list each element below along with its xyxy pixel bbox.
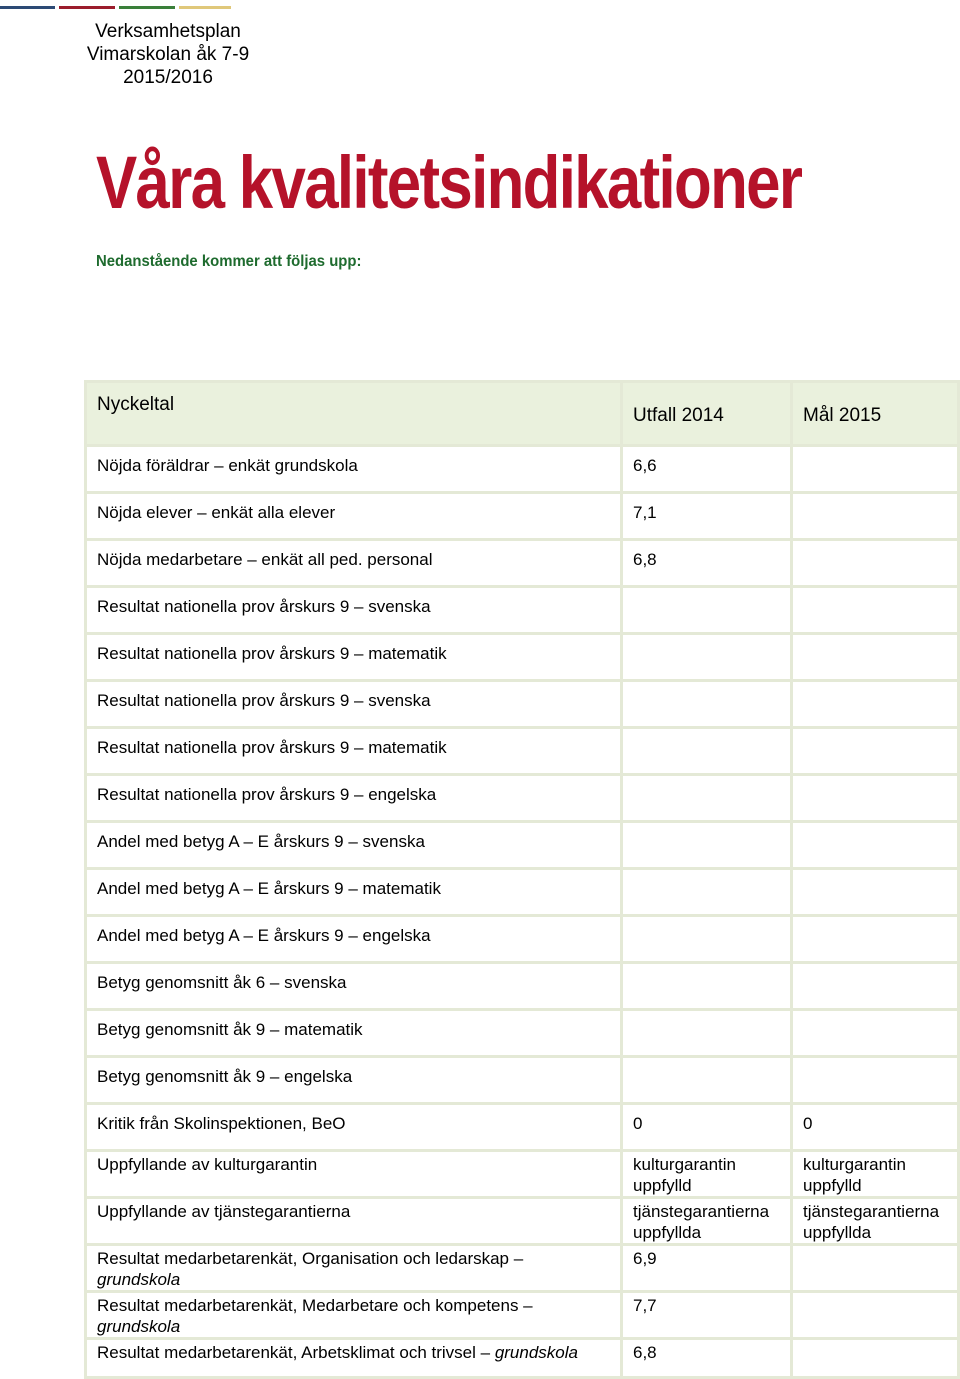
row-utfall: kulturgarantin uppfylld xyxy=(622,1151,792,1198)
row-name-italic: grundskola xyxy=(97,1317,181,1336)
row-name: Betyg genomsnitt åk 9 – engelska xyxy=(86,1057,622,1104)
table-header-row xyxy=(86,382,959,446)
row-mal xyxy=(792,540,959,587)
header-utfall: Utfall 2014 xyxy=(622,382,792,446)
table-row xyxy=(86,775,959,822)
document-header xyxy=(80,20,256,89)
top-line-green xyxy=(119,6,175,9)
row-utfall xyxy=(622,775,792,822)
row-name-italic: grundskola xyxy=(494,1343,578,1362)
row-mal xyxy=(792,446,959,493)
row-name: Nöjda föräldrar – enkät grundskola xyxy=(86,446,622,493)
row-mal xyxy=(792,822,959,869)
row-name: Resultat nationella prov årskurs 9 – engelska xyxy=(86,775,622,822)
row-name xyxy=(86,1339,622,1378)
row-mal xyxy=(792,1339,959,1378)
table-row xyxy=(86,587,959,634)
table-row xyxy=(86,728,959,775)
row-name-italic: grundskola xyxy=(97,1270,181,1289)
header-nyckeltal: Nyckeltal xyxy=(86,382,622,446)
row-name: Nöjda elever – enkät alla elever xyxy=(86,493,622,540)
header-line-3: 2015/2016 xyxy=(123,67,213,88)
row-name: Kritik från Skolinspektionen, BeO xyxy=(86,1104,622,1151)
row-name: Andel med betyg A – E årskurs 9 – svenska xyxy=(86,822,622,869)
table-row xyxy=(86,1245,959,1292)
table-row xyxy=(86,822,959,869)
table-row xyxy=(86,540,959,587)
table-row xyxy=(86,1010,959,1057)
row-mal xyxy=(792,963,959,1010)
row-utfall xyxy=(622,681,792,728)
table-row xyxy=(86,1057,959,1104)
row-utfall xyxy=(622,728,792,775)
page-subtitle: Nedanstående kommer att följas upp: xyxy=(96,253,362,270)
table-row xyxy=(86,916,959,963)
header-line-1: Verksamhetsplan xyxy=(95,21,241,42)
row-utfall: 7,1 xyxy=(622,493,792,540)
row-name: Nöjda medarbetare – enkät all ped. personal xyxy=(86,540,622,587)
kpi-table xyxy=(84,380,960,1379)
row-name: Betyg genomsnitt åk 6 – svenska xyxy=(86,963,622,1010)
row-name xyxy=(86,1245,622,1292)
row-mal xyxy=(792,493,959,540)
row-utfall: tjänstegarantierna uppfyllda xyxy=(622,1198,792,1245)
row-utfall: 6,8 xyxy=(622,540,792,587)
row-name: Resultat nationella prov årskurs 9 – matematik xyxy=(86,634,622,681)
row-name: Resultat nationella prov årskurs 9 – matematik xyxy=(86,728,622,775)
row-mal xyxy=(792,728,959,775)
kpi-table-body xyxy=(86,382,959,1378)
row-utfall: 6,9 xyxy=(622,1245,792,1292)
row-name-text: Uppfyllande av kulturgarantin xyxy=(97,1155,318,1174)
row-mal xyxy=(792,1292,959,1339)
row-name: Resultat nationella prov årskurs 9 – svenska xyxy=(86,587,622,634)
row-mal xyxy=(792,916,959,963)
row-name-text: Resultat medarbetarenkät, Organisation och ledarskap – xyxy=(97,1249,524,1268)
row-utfall: 0 xyxy=(622,1104,792,1151)
table-row xyxy=(86,963,959,1010)
row-mal xyxy=(792,681,959,728)
row-utfall xyxy=(622,869,792,916)
row-mal xyxy=(792,587,959,634)
row-name-text: Uppfyllande av tjänstegarantierna xyxy=(97,1202,351,1221)
row-name xyxy=(86,1292,622,1339)
row-name-text: Resultat medarbetarenkät, Arbetsklimat och trivsel – xyxy=(97,1343,491,1362)
row-utfall: 7,7 xyxy=(622,1292,792,1339)
row-utfall xyxy=(622,1057,792,1104)
table-row xyxy=(86,869,959,916)
top-line-gold xyxy=(179,6,231,9)
row-name: Andel med betyg A – E årskurs 9 – matematik xyxy=(86,869,622,916)
row-utfall xyxy=(622,963,792,1010)
table-row xyxy=(86,1292,959,1339)
table-row xyxy=(86,1339,959,1378)
row-name xyxy=(86,1151,622,1198)
row-name: Resultat nationella prov årskurs 9 – svenska xyxy=(86,681,622,728)
row-mal xyxy=(792,1057,959,1104)
row-utfall xyxy=(622,822,792,869)
row-utfall xyxy=(622,587,792,634)
row-mal xyxy=(792,1245,959,1292)
row-mal: 0 xyxy=(792,1104,959,1151)
row-name xyxy=(86,1198,622,1245)
header-line-2: Vimarskolan åk 7-9 xyxy=(86,44,250,65)
row-mal: kulturgarantin uppfylld xyxy=(792,1151,959,1198)
row-utfall: 6,6 xyxy=(622,446,792,493)
row-utfall: 6,8 xyxy=(622,1339,792,1378)
table-row xyxy=(86,1104,959,1151)
table-row xyxy=(86,681,959,728)
row-mal: tjänstegarantierna uppfyllda xyxy=(792,1198,959,1245)
row-name: Betyg genomsnitt åk 9 – matematik xyxy=(86,1010,622,1057)
table-row xyxy=(86,1151,959,1198)
row-name: Andel med betyg A – E årskurs 9 – engelska xyxy=(86,916,622,963)
row-mal xyxy=(792,775,959,822)
row-utfall xyxy=(622,916,792,963)
table-row xyxy=(86,1198,959,1245)
row-name-text: Resultat medarbetarenkät, Medarbetare och kompetens – xyxy=(97,1296,533,1315)
header-mal: Mål 2015 xyxy=(792,382,959,446)
row-utfall xyxy=(622,1010,792,1057)
row-mal xyxy=(792,634,959,681)
table-row xyxy=(86,493,959,540)
top-line-red xyxy=(59,6,115,9)
page-title: Våra kvalitetsindikationer xyxy=(96,141,802,224)
table-row xyxy=(86,634,959,681)
top-line-blue xyxy=(0,6,55,9)
table-row xyxy=(86,446,959,493)
row-mal xyxy=(792,869,959,916)
row-mal xyxy=(792,1010,959,1057)
row-utfall xyxy=(622,634,792,681)
